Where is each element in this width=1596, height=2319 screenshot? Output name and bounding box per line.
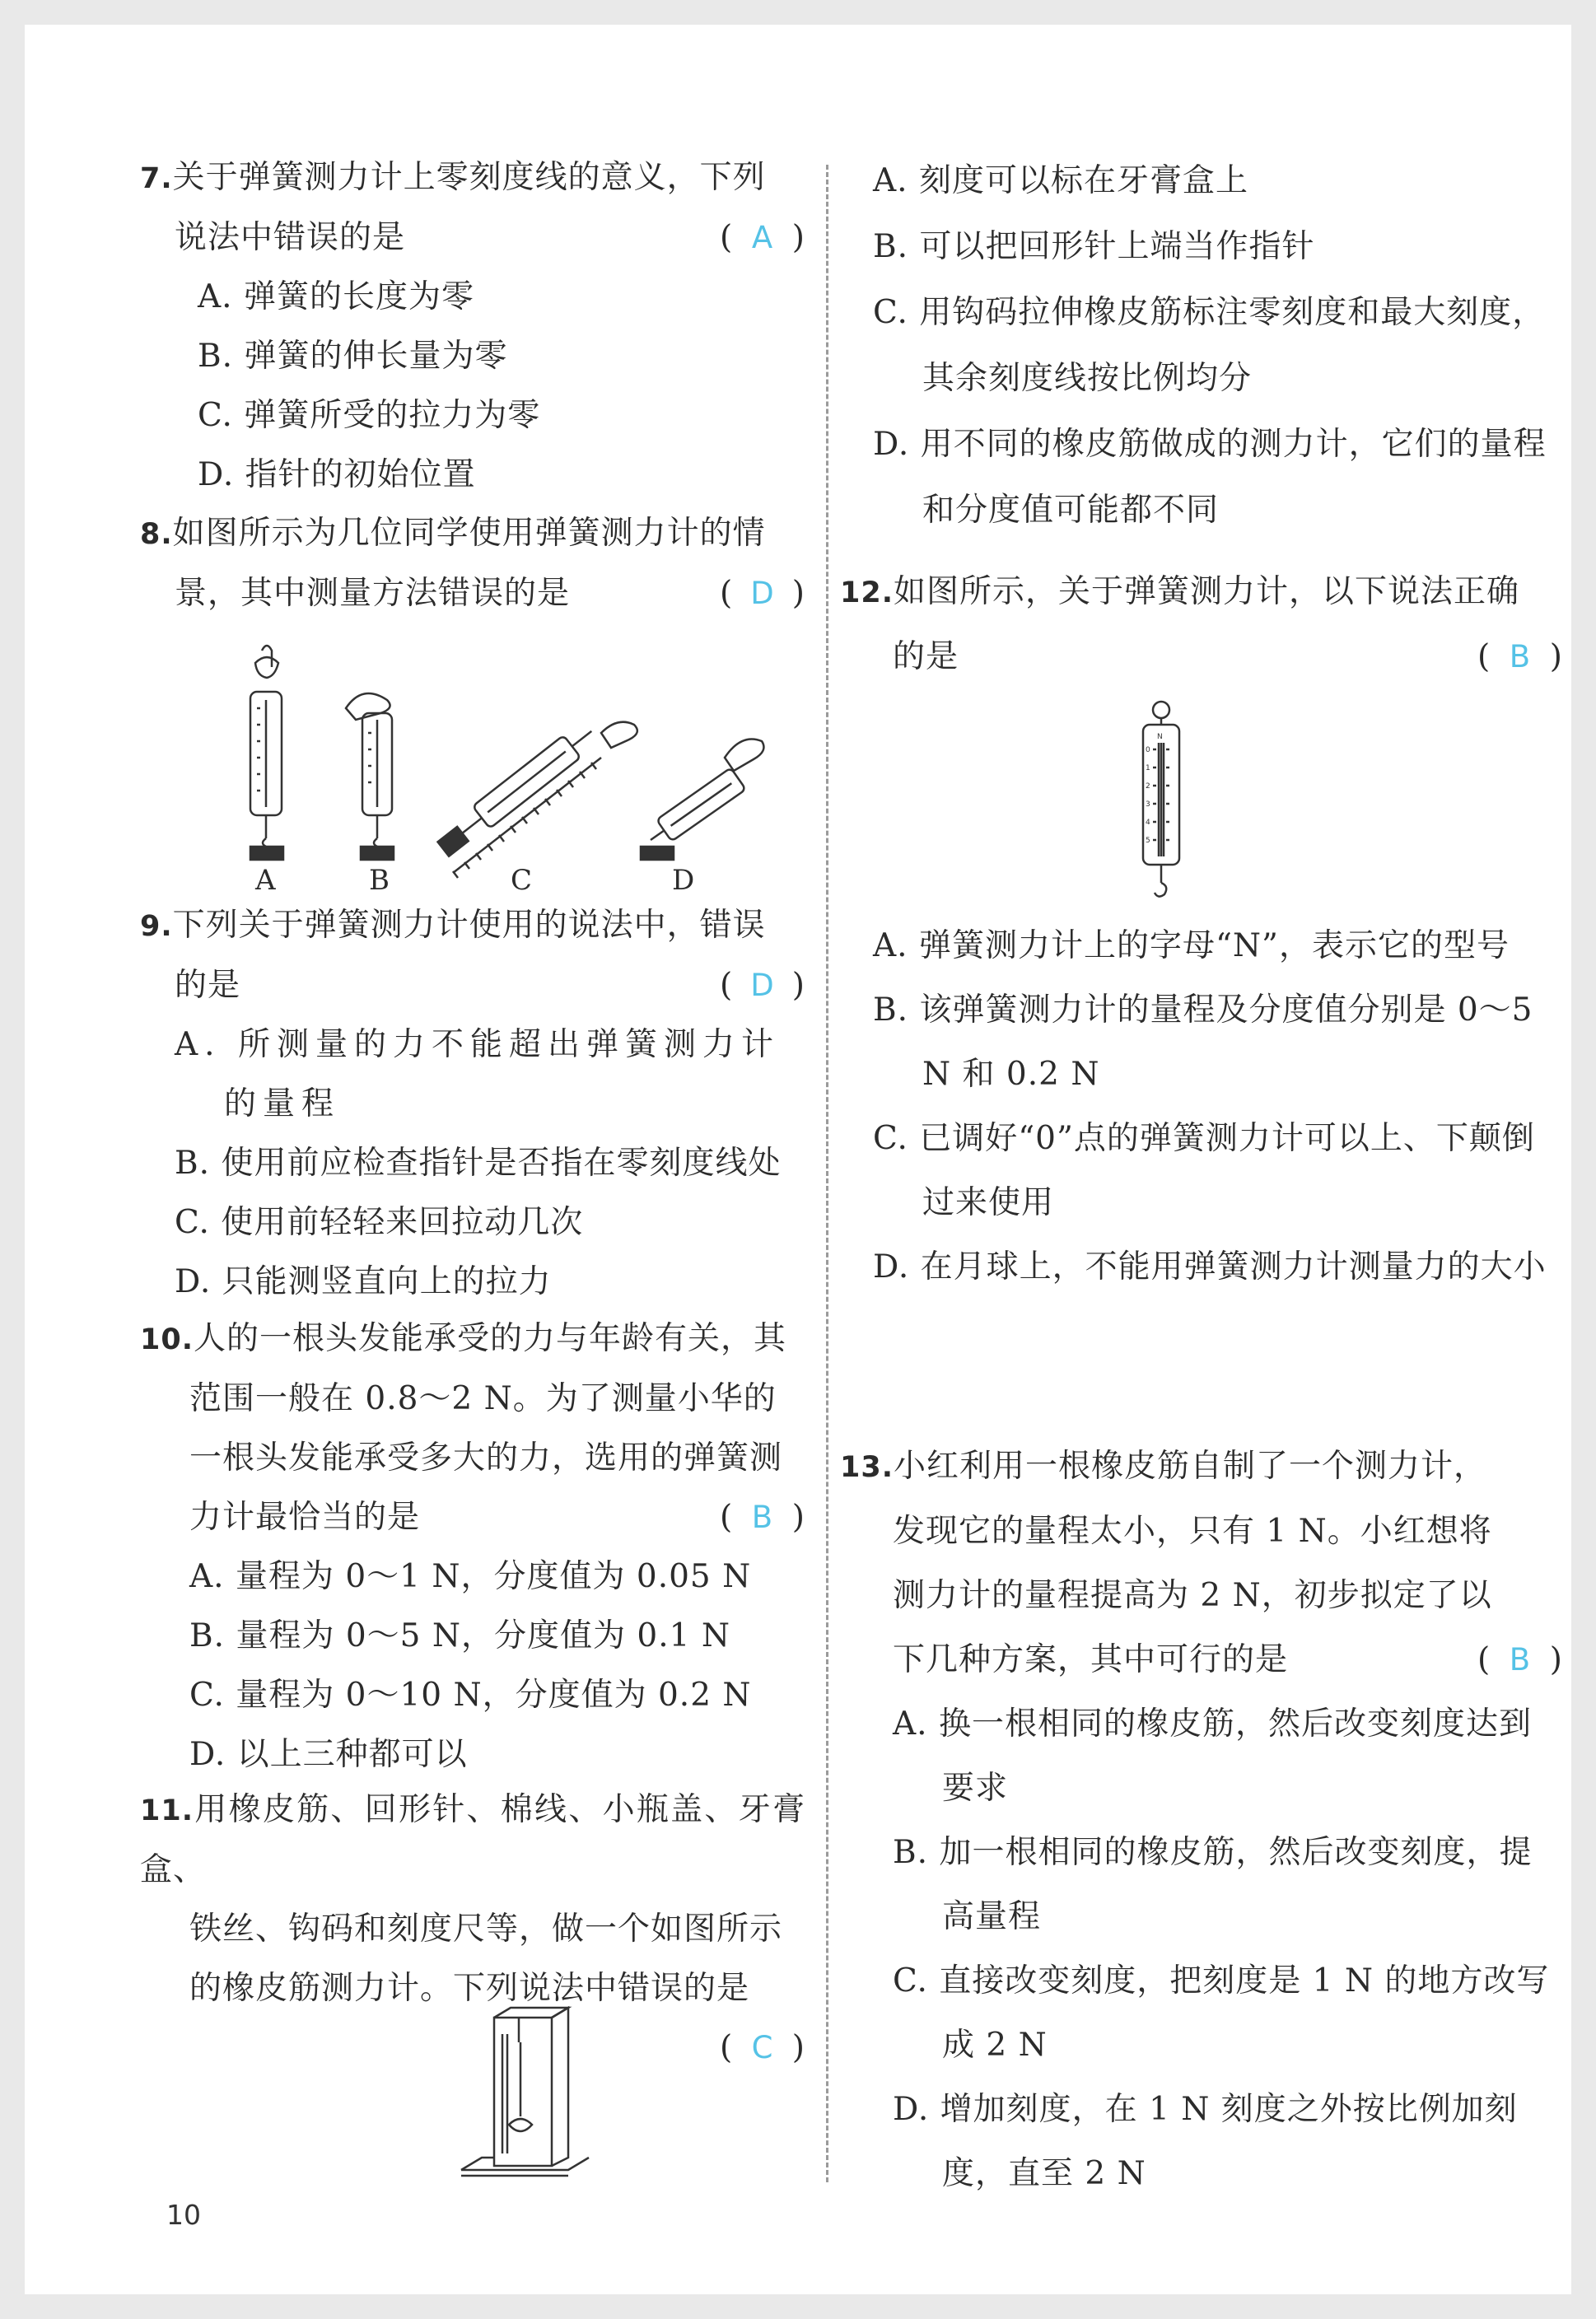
option-b: B. 量程为 0～5 N，分度值为 0.1 N [189,1617,730,1654]
question-number: 13. [840,1451,894,1484]
option-a: A. 换一根相同的橡皮筋，然后改变刻度达到要求 [893,1705,1532,1807]
question-12-stem-line1 [840,560,1563,625]
stem-text: 下几种方案，其中可行的是 [893,1641,1289,1678]
stem-text: 说法中错误的是 [175,219,406,256]
figure-b-vertical-scale [346,693,392,847]
stem-text: 如图所示，关于弹簧测力计，以下说法正确 [894,573,1520,610]
stem-text: 景，其中测量方法错误的是 [175,575,571,612]
question-9-stem-line2 [140,956,805,1015]
option-a: A. 弹簧测力计上的字母“N”，表示它的型号 [873,927,1510,964]
worksheet-page [25,25,1571,2294]
question-11-stem-line1 [140,1780,805,1900]
question-13-stem-line2: 发现它的量程太小，只有 1 N。小红想将 [893,1513,1492,1550]
question-number: 8. [140,518,173,551]
figure-d-angled-scale [643,740,764,852]
question-10-stem-line3: 一根头发能承受多大的力，选用的弹簧测 [189,1439,783,1477]
scale-tick-0: 0 [1146,746,1150,754]
answer-bracket: ( C ) [720,2018,805,2078]
right-column [840,25,1571,2232]
option-c: C. 弹簧所受的拉力为零 [198,397,541,434]
stem-text: 力计最恰当的是 [189,1499,421,1536]
stem-text: 如图所示为几位同学使用弹簧测力计的情 [172,515,766,552]
figure-label-a: A [255,864,276,897]
figure-d-weight [641,847,674,860]
figure-label-b: B [369,864,390,897]
question-11-stem-line2: 铁丝、钩码和刻度尺等，做一个如图所示 [189,1911,783,1948]
scale-tick-2: 2 [1146,782,1150,791]
question-13-stem-line1 [840,1435,1563,1500]
answer-text: B [1509,1642,1532,1677]
answer-text: B [1509,639,1532,674]
option-b: B. 可以把回形针上端当作指针 [873,228,1315,265]
question-12-stem-line2 [840,625,1563,689]
option-b: B. 使用前应检查指针是否指在零刻度线处 [175,1145,782,1182]
question-13 [840,1435,1563,2206]
stem-text: 的是 [175,967,241,1004]
option-a: A. 弹簧的长度为零 [198,278,474,315]
figure-c-inclined-scale [434,720,637,878]
figure-a-weight [250,847,283,860]
figure-b-weight [361,847,394,860]
spring-scale-figure [1120,700,1211,906]
option-d: D. 用不同的橡皮筋做成的测力计，它们的量程和分度值可能都不同 [873,426,1547,529]
page-number: 10 [166,2199,201,2231]
question-7 [140,148,805,505]
scale-tick-4: 4 [1146,819,1150,827]
question-10-stem-line2: 范围一般在 0.8～2 N。为了测量小华的 [189,1380,777,1417]
option-a: A. 量程为 0～1 N，分度值为 0.05 N [189,1558,752,1595]
left-column [25,25,824,2232]
option-d: D. 以上三种都可以 [189,1736,468,1773]
option-b: B. 弹簧的伸长量为零 [198,338,508,375]
stem-text: 关于弹簧测力计上零刻度线的意义，下列 [172,159,766,196]
question-12-options [873,914,1563,1299]
answer-bracket: ( B ) [1477,625,1563,689]
question-10 [140,1309,805,1785]
answer-bracket: ( D ) [720,564,805,623]
question-number: 7. [140,162,173,195]
scale-unit-label: N [1157,733,1163,741]
option-a: A. 刻度可以标在牙膏盒上 [873,162,1248,199]
question-number: 12. [840,576,894,609]
option-d: D. 在月球上，不能用弹簧测力计测量力的大小 [873,1248,1547,1285]
answer-bracket: ( B ) [720,1488,805,1547]
stem-text: 小红利用一根橡皮筋自制了一个测力计， [894,1448,1487,1485]
answer-text: D [750,576,775,611]
option-b: B. 加一根相同的橡皮筋，然后改变刻度，提高量程 [893,1834,1533,1935]
question-8-stem-line1 [140,504,805,564]
answer-bracket: ( B ) [1477,1628,1563,1692]
spring-scale-usage-figure [214,634,791,898]
option-b: B. 该弹簧测力计的量程及分度值分别是 0～5 N 和 0.2 N [873,992,1533,1093]
question-11-stem-line3: 的橡皮筋测力计。下列说法中错误的是 [189,1970,750,2007]
scale-tick-5: 5 [1146,837,1150,845]
option-c: C. 直接改变刻度，把刻度是 1 N 的地方改写成 2 N [893,1962,1550,2064]
scale-tick-3: 3 [1146,800,1150,809]
question-10-stem-line1 [140,1309,805,1369]
question-10-stem-line4 [140,1488,805,1547]
question-number: 10. [140,1323,194,1356]
question-7-stem-line2 [140,208,805,268]
question-11-options [873,148,1563,544]
option-d: D. 增加刻度，在 1 N 刻度之外按比例加刻度，直至 2 N [893,2091,1518,2192]
option-d: D. 指针的初始位置 [198,456,476,493]
question-number: 11. [140,1794,194,1827]
figure-label-c: C [511,864,533,897]
option-a: A. 所测量的力不能超出弹簧测力计的量程 [175,1026,780,1122]
answer-text: B [751,1500,774,1535]
answer-text: C [751,2030,774,2065]
option-c: C. 用钩码拉伸橡皮筋标注零刻度和最大刻度，其余刻度线按比例均分 [873,294,1546,397]
stem-text: 的是 [893,638,959,675]
stem-text: 用橡皮筋、回形针、棉线、小瓶盖、牙膏盒、 [140,1791,805,1888]
stem-text: 下列关于弹簧测力计使用的说法中，错误 [172,907,766,944]
answer-bracket: ( A ) [720,208,805,268]
question-13-stem-line3: 测力计的量程提高为 2 N，初步拟定了以 [893,1577,1492,1614]
question-13-stem-line4 [840,1628,1563,1692]
option-c: C. 量程为 0～10 N，分度值为 0.2 N [189,1677,752,1714]
stem-text: 人的一根头发能承受的力与年龄有关，其 [194,1320,787,1357]
option-d: D. 只能测竖直向上的拉力 [175,1263,552,1300]
option-c: C. 使用前轻轻来回拉动几次 [175,1204,584,1241]
question-number: 9. [140,910,173,943]
question-7-stem-line1 [140,148,805,208]
rubber-band-force-meter-figure [445,2001,593,2191]
figure-a-vertical-scale [250,646,282,847]
answer-text: D [750,968,775,1003]
question-8-stem-line2 [140,564,805,623]
question-9 [140,896,805,1312]
question-9-stem-line1 [140,896,805,956]
figure-label-d: D [672,864,695,897]
answer-text: A [751,220,774,255]
answer-bracket: ( D ) [720,956,805,1015]
question-12 [840,560,1563,689]
column-divider [826,165,828,2182]
option-c: C. 已调好“0”点的弹簧测力计可以上、下颠倒过来使用 [873,1120,1535,1221]
scale-tick-1: 1 [1146,764,1150,772]
question-8 [140,504,805,623]
